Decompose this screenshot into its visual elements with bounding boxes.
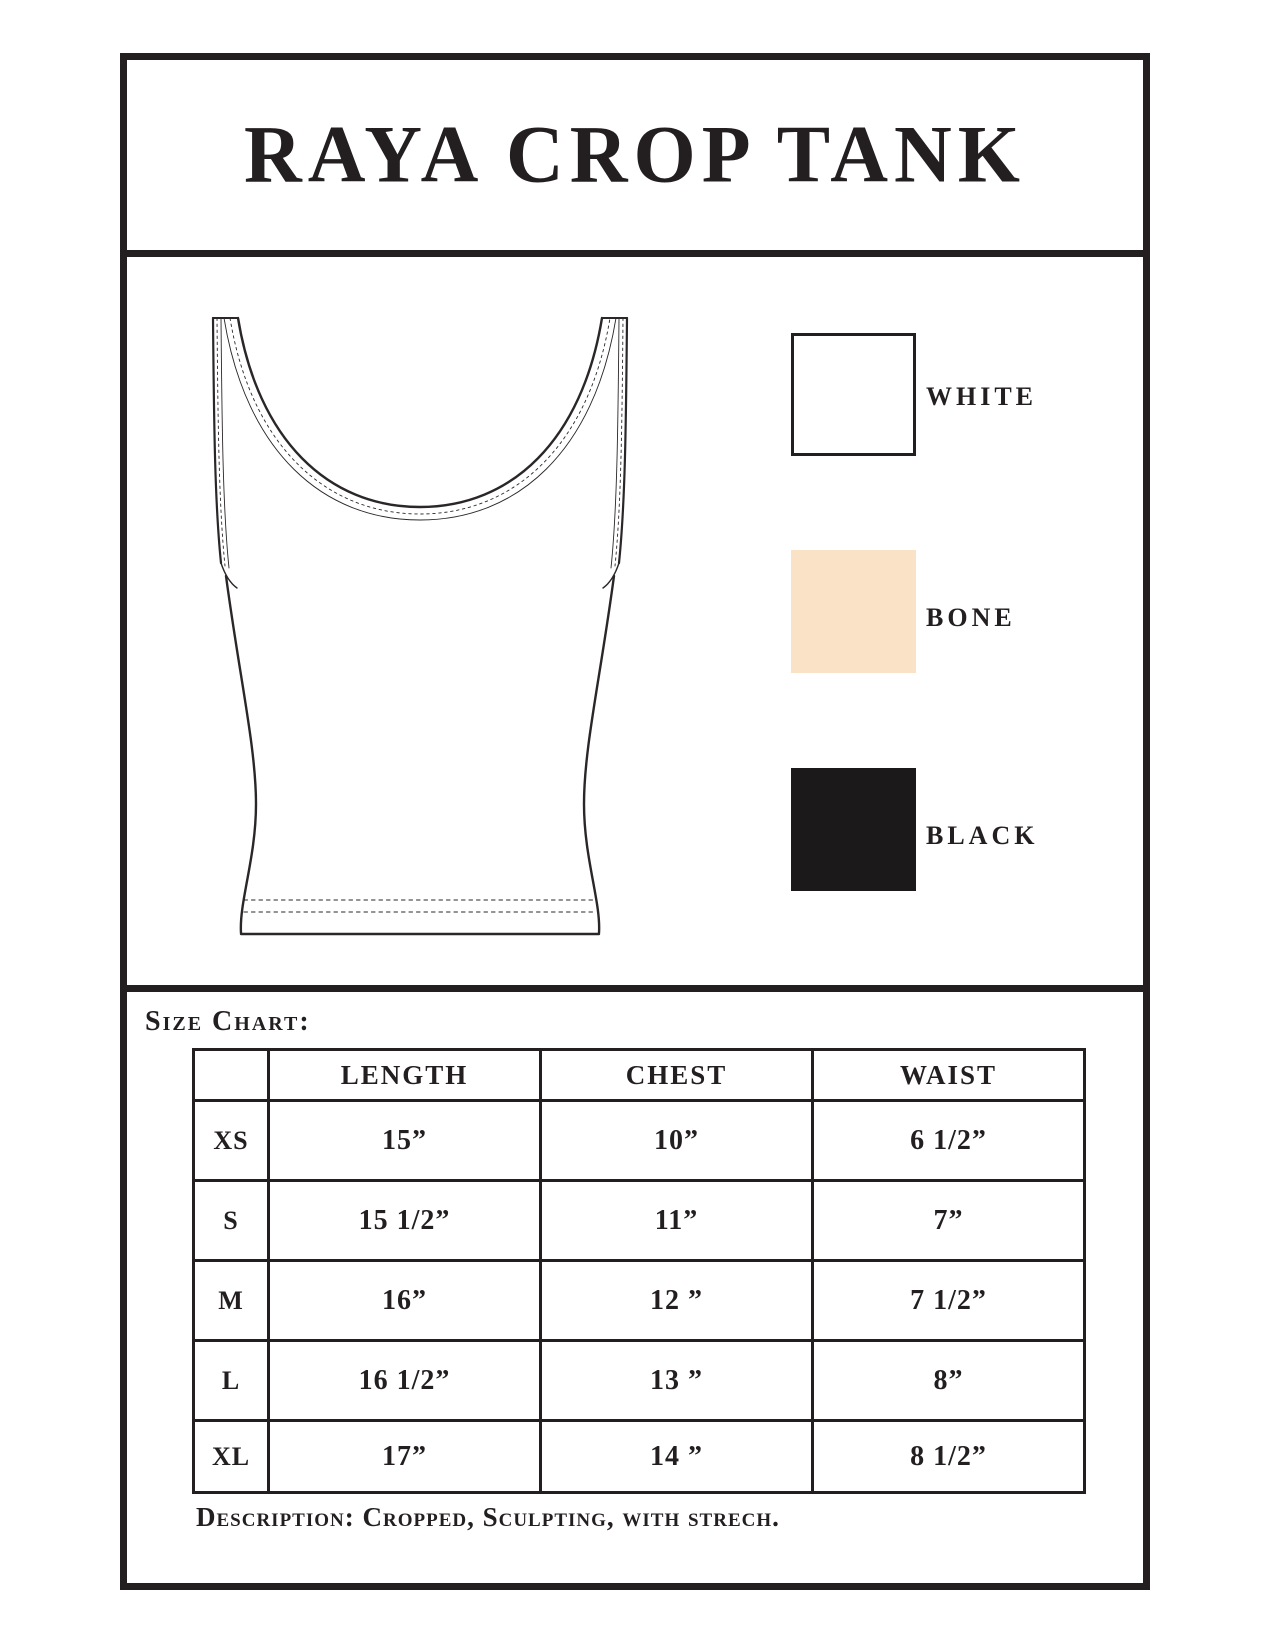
swatch-black: [791, 768, 916, 891]
tank-top-drawing: [190, 300, 650, 950]
size-cell: L: [194, 1341, 269, 1421]
size-cell: XS: [194, 1101, 269, 1181]
size-cell: S: [194, 1181, 269, 1261]
length-column-header: LENGTH: [269, 1050, 541, 1101]
size-chart-table: [192, 1048, 1086, 1494]
size-table-body: [194, 1101, 1085, 1493]
chest-cell: 10”: [541, 1101, 813, 1181]
size-chart-heading: Size Chart:: [145, 1006, 311, 1037]
size-row-xs: [194, 1101, 1085, 1181]
size-row-m: [194, 1261, 1085, 1341]
size-cell: M: [194, 1261, 269, 1341]
chest-cell: 12 ”: [541, 1261, 813, 1341]
description-text: Description: Cropped, Sculpting, with strech.: [196, 1502, 780, 1532]
size-column-corner: [194, 1050, 269, 1101]
chest-cell: 14 ”: [541, 1421, 813, 1493]
waist-cell: 7 1/2”: [813, 1261, 1085, 1341]
length-cell: 16 1/2”: [269, 1341, 541, 1421]
swatch-bone: [791, 550, 916, 673]
waist-cell: 8 1/2”: [813, 1421, 1085, 1493]
size-row-xl: [194, 1421, 1085, 1493]
swatch-bone-label: BONE: [926, 603, 1016, 632]
chest-column-header: CHEST: [541, 1050, 813, 1101]
size-table-header-row: [194, 1050, 1085, 1101]
swatch-white-label: WHITE: [926, 382, 1038, 411]
size-row-s: [194, 1181, 1085, 1261]
chest-cell: 13 ”: [541, 1341, 813, 1421]
waist-cell: 7”: [813, 1181, 1085, 1261]
length-cell: 15 1/2”: [269, 1181, 541, 1261]
swatch-black-label: BLACK: [926, 821, 1039, 850]
title-box: [120, 53, 1150, 257]
chest-cell: 11”: [541, 1181, 813, 1261]
waist-cell: 6 1/2”: [813, 1101, 1085, 1181]
swatch-white: [791, 333, 916, 456]
waist-cell: 8”: [813, 1341, 1085, 1421]
length-cell: 17”: [269, 1421, 541, 1493]
waist-column-header: WAIST: [813, 1050, 1085, 1101]
size-row-l: [194, 1341, 1085, 1421]
size-cell: XL: [194, 1421, 269, 1493]
length-cell: 15”: [269, 1101, 541, 1181]
length-cell: 16”: [269, 1261, 541, 1341]
page-title: RAYA CROP TANK: [244, 109, 1026, 200]
